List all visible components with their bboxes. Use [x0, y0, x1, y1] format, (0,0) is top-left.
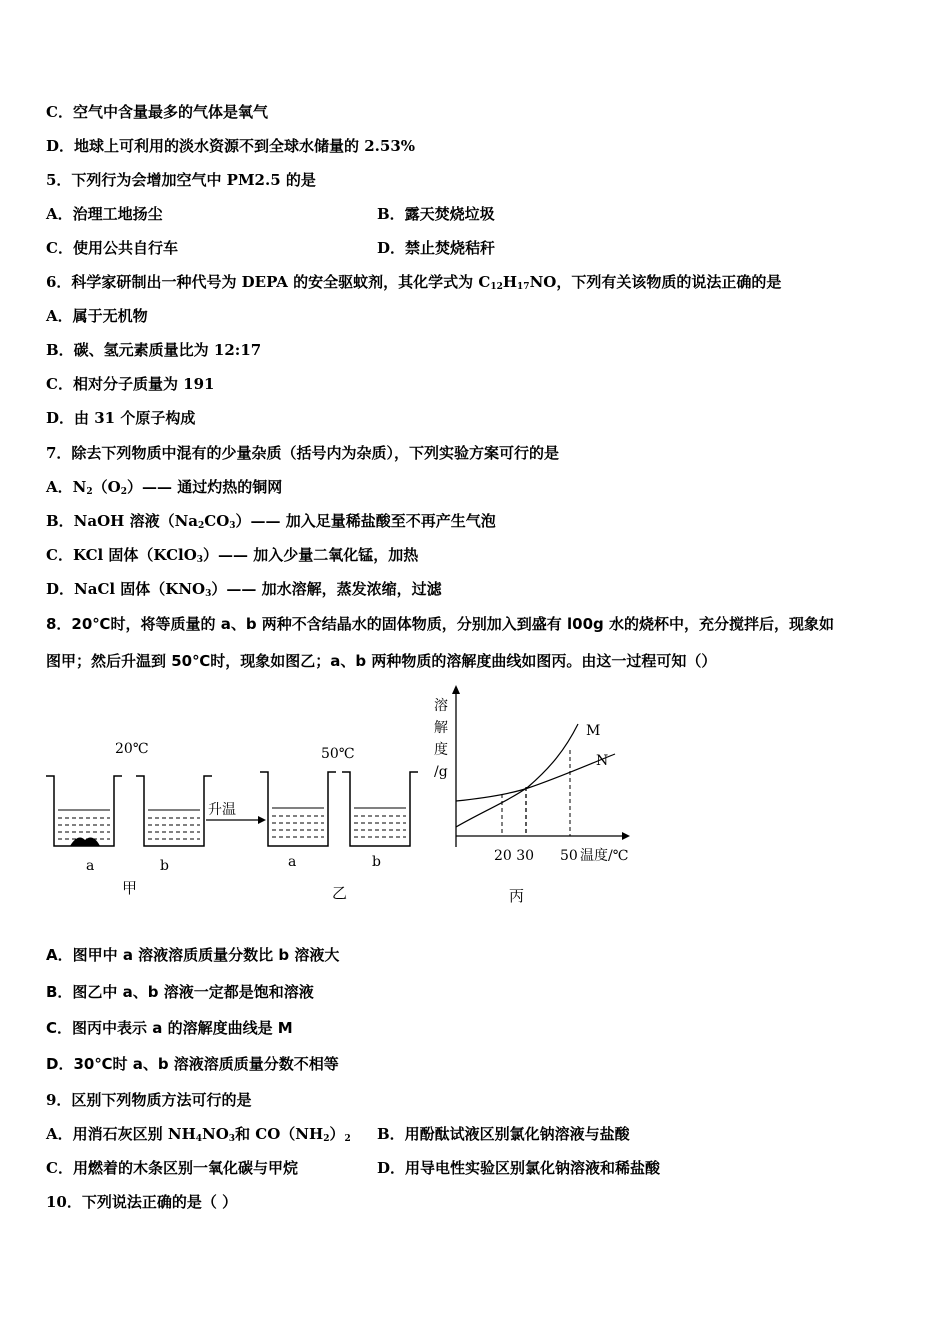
text: ）—— 加入足量稀盐酸至不再产生气泡: [235, 512, 496, 530]
curve-m-label: M: [586, 723, 601, 739]
text: CO: [204, 512, 230, 530]
beaker-a-yi: [260, 772, 336, 846]
q8-option-b: B．图乙中 a、b 溶液一定都是饱和溶液: [46, 983, 314, 1001]
beaker-b-yi: [342, 772, 418, 846]
q8-option-d: D．30℃时 a、b 溶液溶质质量分数不相等: [46, 1055, 339, 1073]
beaker-a-label: a: [86, 858, 95, 874]
option-d-water: D．地球上可利用的淡水资源不到全球水储量的 2.53%: [46, 137, 416, 155]
q9-option-a: [46, 1124, 351, 1149]
x-tick-labels: 20 30: [494, 848, 535, 864]
question-10: 10．下列说法正确的是（ ）: [46, 1193, 238, 1211]
subscript: 3: [205, 589, 212, 599]
curve-n: [456, 754, 615, 801]
question-8-figure: [40, 680, 660, 910]
question-5: 5．下列行为会增加空气中 PM2.5 的是: [46, 171, 316, 189]
beaker-b-label: b: [160, 858, 169, 874]
y-axis-label: 溶: [434, 698, 448, 714]
q5-option-d: D．禁止焚烧秸秆: [377, 239, 496, 257]
curve-n-label: N: [596, 753, 609, 769]
q6-subscript: 17: [517, 282, 530, 292]
x-axis-label: 温度/℃: [580, 848, 629, 864]
caption-jia: 甲: [122, 879, 138, 897]
subscript: 2: [120, 487, 127, 497]
text: D．NaCl 固体（KNO: [46, 580, 206, 598]
q6-text-post: NO，下列有关该物质的说法正确的是: [529, 273, 782, 291]
text: NO: [202, 1125, 229, 1143]
question-7: 7．除去下列物质中混有的少量杂质（括号内为杂质），下列实验方案可行的是: [46, 444, 559, 462]
subscript: 3: [196, 555, 204, 565]
text: 和 CO（NH: [235, 1125, 324, 1143]
q6-text-pre: 6．科学家研制出一种代号为 DEPA 的安全驱蚊剂，其化学式为 C: [46, 273, 491, 291]
text: ）—— 加入少量二氧化锰，加热: [203, 546, 419, 564]
y-axis-label: /g: [434, 764, 448, 780]
question-9: 9．区别下列物质方法可行的是: [46, 1091, 252, 1109]
heat-arrow-label: 升温: [208, 802, 236, 818]
q5-option-c: C．使用公共自行车: [46, 239, 178, 257]
q7-option-d: [46, 579, 442, 604]
q9-option-b: B．用酚酞试液区别氯化钠溶液与盐酸: [377, 1125, 630, 1143]
x-tick-50: 50: [560, 848, 578, 864]
subscript: 2: [323, 1134, 330, 1144]
text: （O: [92, 478, 121, 496]
subscript: 4: [195, 1134, 203, 1144]
subscript: 3: [228, 1134, 236, 1144]
q7-option-a: [46, 477, 282, 502]
subscript: 2: [198, 521, 205, 531]
q6-subscript: 12: [490, 282, 503, 292]
q8-option-a: A．图甲中 a 溶液溶质质量分数比 b 溶液大: [46, 946, 340, 964]
temp-20-label: 20℃: [115, 741, 149, 757]
q6-option-c: C．相对分子质量为 191: [46, 375, 215, 393]
q8-option-c: C．图丙中表示 a 的溶解度曲线是 M: [46, 1019, 293, 1037]
caption-bing: 丙: [509, 887, 525, 905]
q6-option-b: B．碳、氢元素质量比为 12:17: [46, 341, 262, 359]
subscript: 2: [344, 1134, 351, 1144]
q6-text-mid: H: [502, 273, 518, 291]
question-8-line-1: 8．20℃时，将等质量的 a、b 两种不含结晶水的固体物质，分别加入到盛有 l00g 水的烧杯中，充分搅拌后，现象如: [46, 615, 834, 633]
y-axis-label: 解: [434, 720, 448, 736]
q6-option-d: D．由 31 个原子构成: [46, 409, 196, 427]
text: ）—— 通过灼热的铜网: [126, 478, 283, 496]
subscript: 3: [229, 521, 236, 531]
curve-m: [456, 724, 578, 827]
q6-option-a: A．属于无机物: [46, 307, 148, 325]
q9-option-c: C．用燃着的木条区别一氧化碳与甲烷: [46, 1159, 298, 1177]
y-axis-label: 度: [434, 742, 448, 758]
x-axis-arrow-icon: [622, 832, 630, 840]
text: ）: [329, 1125, 345, 1143]
beaker-a-label: a: [288, 854, 297, 870]
q7-option-b: [46, 511, 496, 536]
subscript: 2: [86, 487, 93, 497]
y-axis-arrow-icon: [452, 685, 460, 694]
text: A．用消石灰区别 NH: [46, 1125, 196, 1143]
q5-option-a: A．治理工地扬尘: [46, 205, 163, 223]
caption-yi: 乙: [332, 884, 348, 902]
text: C．KCl 固体（KClO: [46, 546, 197, 564]
beaker-b-label: b: [372, 854, 381, 870]
question-8-line-2: 图甲；然后升温到 50℃时，现象如图乙；a、b 两种物质的溶解度曲线如图丙。由这一过程可知（）: [46, 652, 717, 670]
text: ）—— 加水溶解，蒸发浓缩，过滤: [211, 580, 442, 598]
temp-50-label: 50℃: [321, 746, 355, 762]
option-c-air: C．空气中含量最多的气体是氧气: [46, 103, 268, 121]
q7-option-c: [46, 545, 418, 570]
q5-option-b: B．露天焚烧垃圾: [377, 205, 495, 223]
question-6: [46, 272, 781, 297]
text: A．N: [46, 478, 87, 496]
text: B．NaOH 溶液（Na: [46, 512, 198, 530]
q9-option-d: D．用导电性实验区别氯化钠溶液和稀盐酸: [377, 1159, 661, 1177]
beaker-b-jia: [136, 776, 212, 846]
beaker-a-jia: [46, 776, 122, 846]
